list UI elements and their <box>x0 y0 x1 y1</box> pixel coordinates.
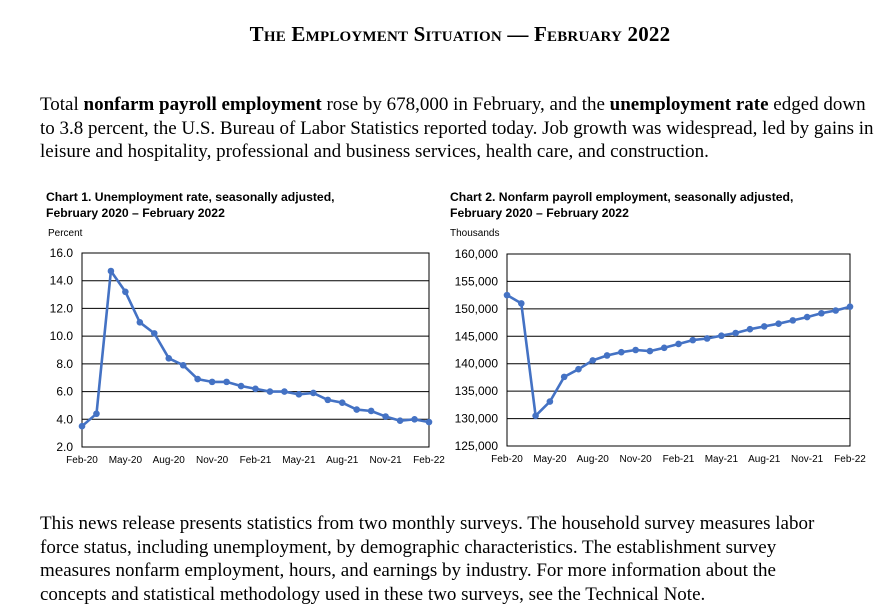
chart-1-y-tick-label: 14.0 <box>49 273 73 288</box>
chart-2-x-tick-label: Aug-21 <box>748 454 781 465</box>
chart-2-data-point <box>718 332 725 339</box>
chart-2-x-tick-label: Aug-20 <box>576 454 609 465</box>
intro-text-2: rose by 678,000 in February, and the <box>321 94 610 115</box>
chart-2-data-point <box>761 323 768 330</box>
chart-2-data-point <box>632 347 639 354</box>
chart-1-title-line2: February 2020 – February 2022 <box>46 205 225 220</box>
chart-2-data-point <box>561 374 568 381</box>
chart-1-y-tick-label: 4.0 <box>56 412 73 427</box>
chart-1-y-tick-label: 16.0 <box>49 246 73 260</box>
chart-2-data-point <box>747 326 754 333</box>
intro-bold-payroll: nonfarm payroll employment <box>83 94 322 115</box>
intro-text-1: Total <box>40 94 84 115</box>
chart-2-x-tick-label: Nov-21 <box>791 454 824 465</box>
chart-2-data-point <box>661 345 668 352</box>
chart-1-x-tick-label: Aug-21 <box>326 455 359 466</box>
chart-2-data-point <box>675 341 682 348</box>
chart-2-title-line2: February 2020 – February 2022 <box>450 205 629 220</box>
chart-2-data-point <box>604 352 611 359</box>
chart-2-data-point <box>647 348 654 355</box>
chart-2-title-line1: Chart 2. Nonfarm payroll employment, seasonally adjusted, <box>450 190 794 204</box>
chart-2-data-point <box>732 330 739 337</box>
chart-1-unit-label: Percent <box>48 228 83 239</box>
chart-2-data-point <box>575 366 582 373</box>
chart-2-y-tick-label: 160,000 <box>454 247 498 261</box>
chart-1-x-tick-label: Nov-20 <box>196 455 229 466</box>
chart-2-data-point <box>532 413 539 420</box>
chart-2-x-tick-label: May-21 <box>704 454 739 465</box>
chart-2-x-tick-label: May-20 <box>533 454 567 465</box>
chart-2-data-point <box>589 357 596 364</box>
chart-2-data-point <box>504 292 511 299</box>
chart-2-plot-frame <box>507 254 850 446</box>
chart-2-data-point <box>818 310 825 317</box>
chart-2-y-tick-label: 140,000 <box>454 356 498 371</box>
chart-2-y-tick-label: 145,000 <box>454 329 498 344</box>
chart-2-y-tick-label: 135,000 <box>454 384 498 399</box>
chart-2-data-point <box>832 307 839 314</box>
chart-1-x-tick-label: Feb-20 <box>66 455 98 466</box>
chart-1-y-tick-label: 8.0 <box>56 356 73 371</box>
chart-2-data-point <box>518 300 525 307</box>
chart-1-x-tick-label: May-20 <box>108 455 143 466</box>
chart-1-y-tick-label: 2.0 <box>56 440 73 454</box>
chart-2-y-tick-label: 150,000 <box>454 301 498 316</box>
chart-2-data-point <box>775 320 782 327</box>
chart-1-y-tick-label: 6.0 <box>56 384 73 399</box>
chart-2-unit-label: Thousands <box>450 228 500 239</box>
chart-1-x-tick-label: Nov-21 <box>369 455 402 466</box>
chart-1-x-tick-label: Aug-20 <box>152 455 185 466</box>
chart-1-y-tick-label: 10.0 <box>49 329 73 344</box>
chart-2-x-tick-label: Feb-20 <box>491 454 523 465</box>
chart-1-title-line1: Chart 1. Unemployment rate, seasonally adjusted, <box>46 190 335 204</box>
chart-2-data-point <box>847 303 854 310</box>
chart-1-x-tick-label: Feb-22 <box>413 455 445 466</box>
chart-2-x-tick-label: Feb-21 <box>662 454 695 465</box>
chart-2-data-point <box>547 398 554 405</box>
chart-2-series-line <box>507 295 850 416</box>
outro-paragraph: This news release presents statistics from two monthly surveys. The household survey measures labor force status, including unemployment, by demographic characteristics. The establishment survey measures nonfarm employment, hours, and earnings by industry. For more information about the concepts and statistical methodology used in these two surveys, see the Technical Note. <box>40 513 815 605</box>
intro-bold-unemployment: unemployment rate <box>609 94 769 115</box>
chart-2-data-point <box>689 337 696 344</box>
document-title: The Employment Situation — February 2022 <box>249 22 671 46</box>
chart-2-data-point <box>790 317 797 324</box>
chart-2-data-point <box>804 314 811 321</box>
chart-2-y-tick-label: 125,000 <box>454 439 498 453</box>
chart-2-y-tick-label: 155,000 <box>454 274 498 289</box>
chart-1-x-tick-label: May-21 <box>282 455 316 466</box>
chart-1-x-tick-label: Feb-21 <box>239 455 272 466</box>
chart-2-y-tick-label: 130,000 <box>454 411 498 426</box>
chart-1-y-tick-label: 12.0 <box>49 301 73 316</box>
chart-2-data-point <box>704 335 711 342</box>
chart-2-x-tick-label: Nov-20 <box>619 454 652 465</box>
chart-2-data-point <box>618 349 625 356</box>
chart-2-x-tick-label: Feb-22 <box>834 454 866 465</box>
intro-text-3: edged down to 3.8 percent, the U.S. Bureau of Labor Statistics reported today. Job growth was widespread, led by gains in leisure and hospitality, professional and business services, health care, and construction. <box>40 94 874 162</box>
